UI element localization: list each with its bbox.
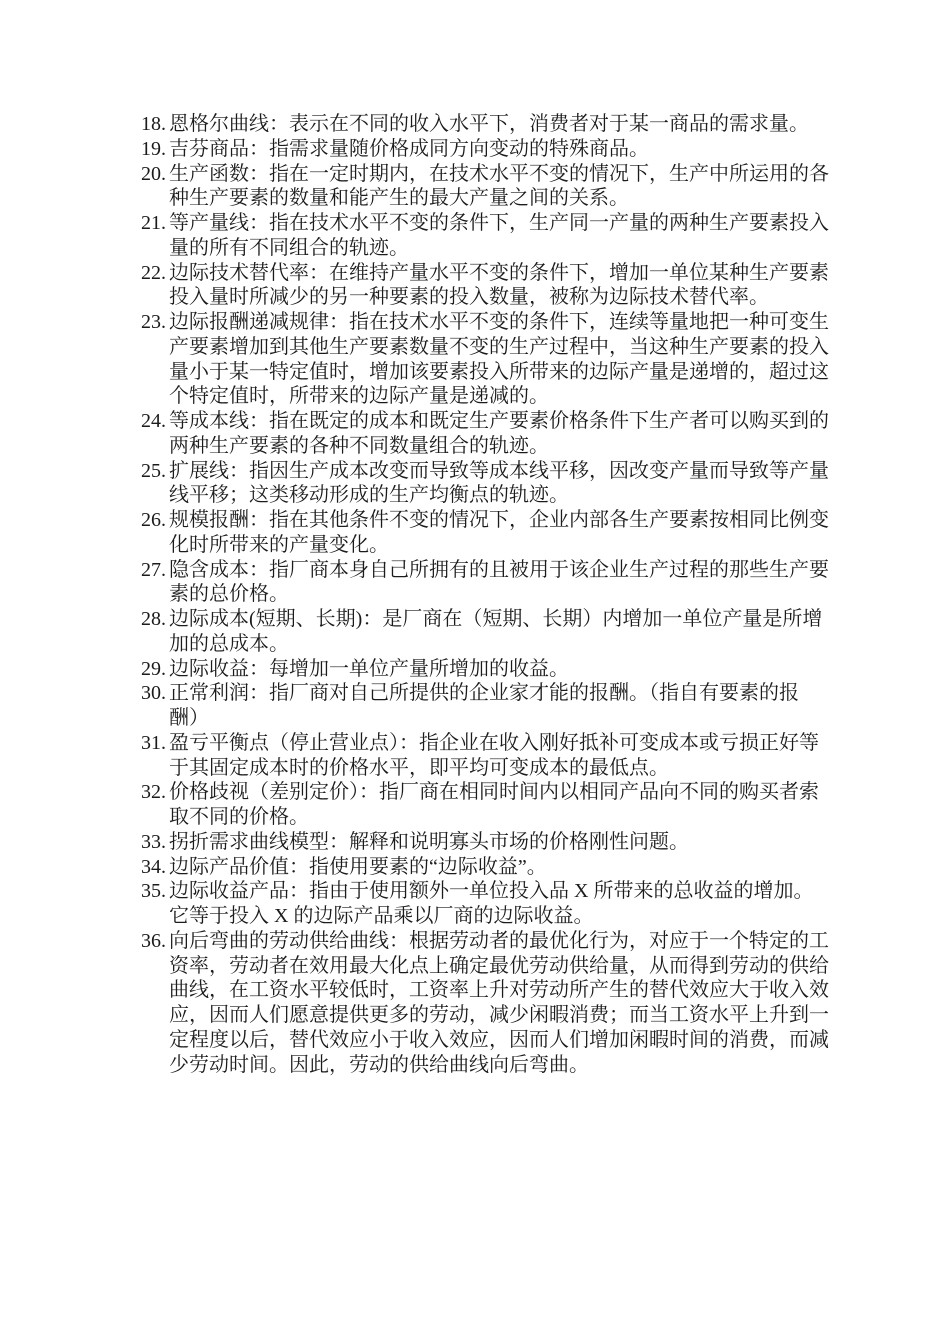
definition-text: 拐折需求曲线模型：解释和说明寡头市场的价格刚性问题。	[169, 830, 689, 853]
item-number: 34.	[141, 855, 166, 878]
item-number: 36.	[141, 929, 166, 952]
definition-item	[141, 558, 841, 608]
definition-text: 边际报酬递减规律：指在技术水平不变的条件下，连续等量地把一种可变生	[169, 311, 829, 333]
definition-first-line	[141, 731, 841, 756]
item-number: 24.	[141, 410, 166, 432]
definition-first-line	[141, 310, 841, 335]
definition-text: 等产量线：指在技术水平不变的条件下，生产同一产量的两种生产要素投入	[169, 212, 829, 234]
definition-text: 边际技术替代率：在维持产量水平不变的条件下，增加一单位某种生产要素	[169, 261, 829, 284]
definition-wrap-line: 资率，劳动者在效用最大化点上确定最优劳动供给量，从而得到劳动的供给	[169, 954, 829, 977]
definition-text: 价格歧视（差别定价）：指厂商在相同时间内以相同产品向不同的购买者索	[169, 781, 819, 804]
definition-first-line	[141, 607, 841, 632]
definition-text: 边际产品价值：指使用要素的“边际收益”。	[169, 855, 547, 878]
definition-wrap-line: 应，因而人们愿意提供更多的劳动，减少闲暇消费；而当工资水平上升到一	[169, 1004, 829, 1026]
definition-item	[141, 879, 841, 929]
definition-item	[141, 929, 841, 1078]
definition-first-line	[141, 879, 841, 904]
definition-text: 盈亏平衡点（停止营业点）：指企业在收入刚好抵补可变成本或亏损正好等	[169, 731, 819, 754]
definition-wrap-line: 两种生产要素的各种不同数量组合的轨迹。	[169, 434, 549, 457]
definition-text: 边际收益：每增加一单位产量所增加的收益。	[169, 657, 569, 680]
definition-wrap-line: 量小于某一特定值时，增加该要素投入所带来的边际产量是递增的，超过这	[169, 360, 829, 383]
definition-wrap-line: 曲线，在工资水平较低时，工资率上升对劳动所产生的替代效应大于收入效	[169, 979, 829, 1002]
item-number: 20.	[141, 162, 166, 185]
definition-item	[141, 137, 841, 162]
item-number: 32.	[141, 781, 166, 804]
item-number: 25.	[141, 459, 166, 482]
definition-wrap-line: 产要素增加到其他生产要素数量不变的生产过程中，当这种生产要素的投入	[169, 335, 829, 358]
item-number: 23.	[141, 311, 166, 333]
definition-item	[141, 310, 841, 409]
definition-text: 生产函数：指在一定时期内，在技术水平不变的情况下，生产中所运用的各	[169, 162, 829, 185]
definition-wrap-line: 投入量时所减少的另一种要素的投入数量，被称为边际技术替代率。	[169, 286, 769, 309]
definition-item	[141, 681, 841, 731]
definition-item	[141, 261, 841, 311]
item-number: 22.	[141, 261, 166, 284]
definition-text: 规模报酬：指在其他条件不变的情况下，企业内部各生产要素按相同比例变	[169, 509, 829, 531]
definition-item	[141, 607, 841, 657]
definition-first-line	[141, 657, 841, 682]
item-number: 35.	[141, 880, 166, 903]
definition-item	[141, 780, 841, 830]
definition-text: 等成本线：指在既定的成本和既定生产要素价格条件下生产者可以购买到的	[169, 410, 829, 432]
definition-first-line	[141, 855, 841, 880]
item-number: 19.	[141, 137, 166, 160]
definition-wrap-line: 它等于投入 X 的边际产品乘以厂商的边际收益。	[169, 905, 594, 927]
definition-wrap-line: 线平移；这类移动形成的生产均衡点的轨迹。	[169, 484, 569, 507]
definition-item	[141, 409, 841, 459]
definition-first-line	[141, 929, 841, 954]
definition-item	[141, 731, 841, 781]
definition-first-line	[141, 459, 841, 484]
definition-first-line	[141, 261, 841, 286]
definition-item	[141, 162, 841, 212]
definition-first-line	[141, 211, 841, 236]
item-number: 26.	[141, 509, 166, 531]
item-number: 33.	[141, 830, 166, 853]
definition-text: 恩格尔曲线：表示在不同的收入水平下，消费者对于某一商品的需求量。	[169, 113, 809, 135]
definition-first-line	[141, 112, 841, 137]
definitions-list	[141, 112, 841, 1077]
definition-wrap-line: 素的总价格。	[169, 583, 289, 606]
definition-wrap-line: 酬）	[169, 707, 209, 729]
definition-text: 正常利润：指厂商对自己所提供的企业家才能的报酬。（指自有要素的报	[169, 682, 799, 705]
definition-item	[141, 830, 841, 855]
item-number: 29.	[141, 657, 166, 680]
definition-text: 隐含成本：指厂商本身自己所拥有的且被用于该企业生产过程的那些生产要	[169, 558, 829, 581]
definition-first-line	[141, 409, 841, 434]
definition-wrap-line: 定程度以后，替代效应小于收入效应，因而人们增加闲暇时间的消费，而减	[169, 1028, 829, 1051]
definition-text: 向后弯曲的劳动供给曲线：根据劳动者的最优化行为，对应于一个特定的工	[169, 929, 829, 952]
definition-first-line	[141, 780, 841, 805]
definition-first-line	[141, 137, 841, 162]
definition-wrap-line: 少劳动时间。因此，劳动的供给曲线向后弯曲。	[169, 1053, 589, 1076]
definition-first-line	[141, 830, 841, 855]
item-number: 28.	[141, 608, 166, 630]
definition-wrap-line: 种生产要素的数量和能产生的最大产量之间的关系。	[169, 187, 629, 210]
definition-wrap-line: 于其固定成本时的价格水平，即平均可变成本的最低点。	[169, 756, 669, 779]
definition-text: 边际收益产品：指由于使用额外一单位投入品 X 所带来的总收益的增加。	[169, 880, 814, 903]
definition-wrap-line: 量的所有不同组合的轨迹。	[169, 236, 409, 259]
definition-first-line	[141, 508, 841, 533]
definition-wrap-line: 加的总成本。	[169, 632, 289, 655]
definition-first-line	[141, 162, 841, 187]
definition-wrap-line: 个特定值时，所带来的边际产量是递减的。	[169, 385, 549, 408]
item-number: 27.	[141, 558, 166, 581]
definition-first-line	[141, 558, 841, 583]
definition-text: 边际成本(短期、长期)：是厂商在（短期、长期）内增加一单位产量是所增	[169, 608, 823, 630]
definition-text: 扩展线：指因生产成本改变而导致等成本线平移，因改变产量而导致等产量	[169, 459, 829, 482]
definition-item	[141, 508, 841, 558]
definition-text: 吉芬商品：指需求量随价格成同方向变动的特殊商品。	[169, 137, 649, 160]
definition-item	[141, 459, 841, 509]
item-number: 21.	[141, 212, 166, 234]
definition-item	[141, 657, 841, 682]
definition-item	[141, 112, 841, 137]
definition-item	[141, 211, 841, 261]
item-number: 30.	[141, 682, 166, 705]
definition-first-line	[141, 681, 841, 706]
definition-item	[141, 855, 841, 880]
item-number: 18.	[141, 113, 166, 135]
definition-wrap-line: 取不同的价格。	[169, 806, 309, 828]
item-number: 31.	[141, 731, 166, 754]
definition-wrap-line: 化时所带来的产量变化。	[169, 533, 389, 556]
